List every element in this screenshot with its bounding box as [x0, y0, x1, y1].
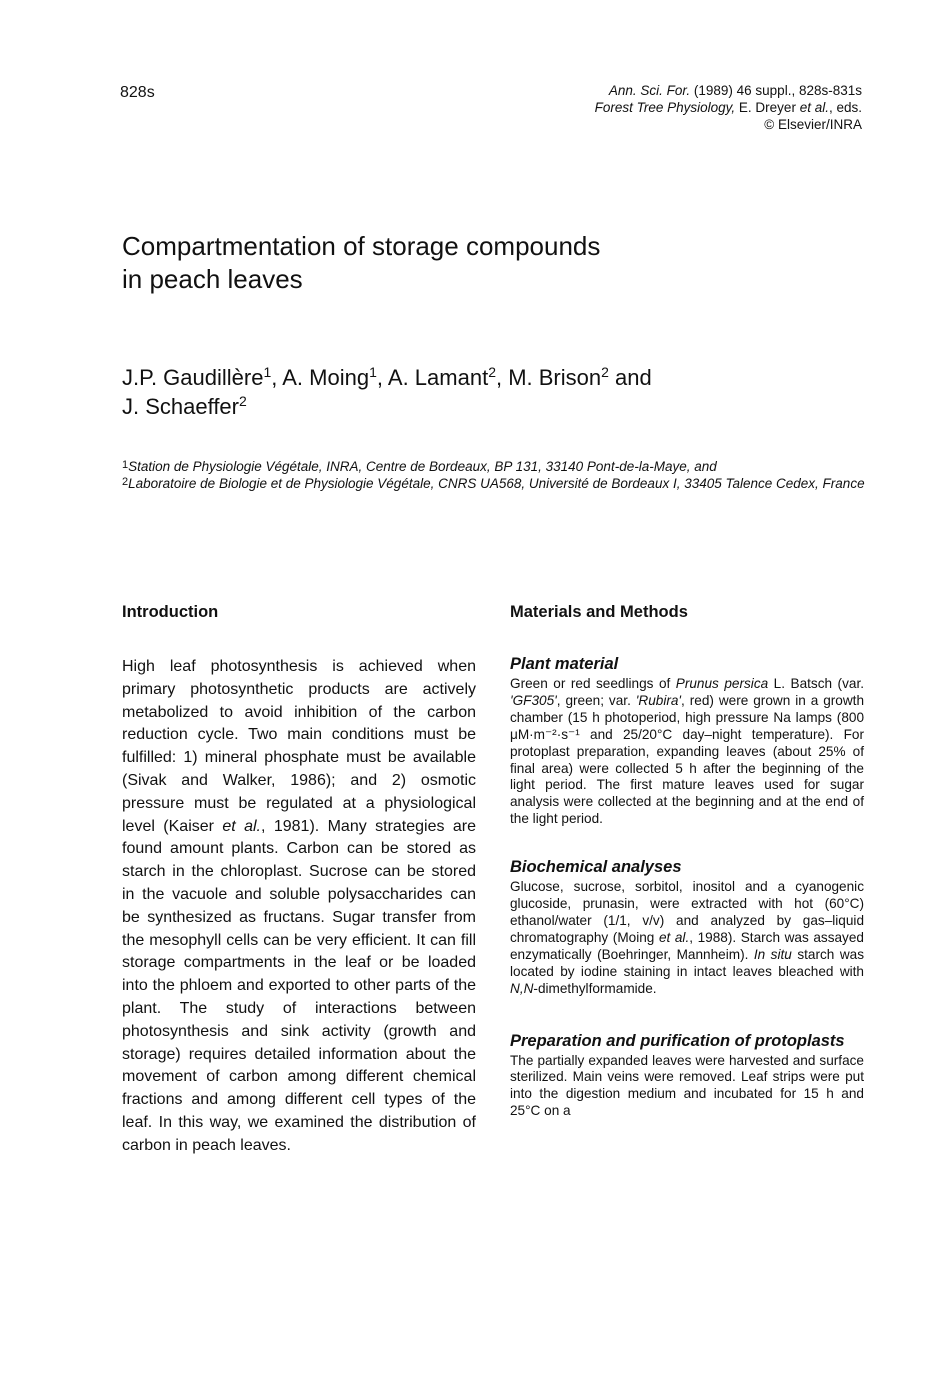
plant-material-body — [510, 676, 864, 828]
author-5-affiliation-mark: 2 — [239, 393, 247, 409]
affiliation-1 — [122, 458, 868, 475]
author-list — [122, 363, 652, 421]
right-column — [510, 603, 864, 1120]
biochemical-analyses-section — [510, 858, 864, 997]
protoplast-heading: Preparation and purification of protoplasts — [510, 1031, 845, 1050]
affiliations — [122, 458, 868, 492]
author-conjunction: and — [608, 365, 652, 390]
journal-line-2 — [595, 99, 862, 116]
editors-etal: et al. — [799, 100, 829, 115]
affiliation-1-mark: 1 — [122, 459, 129, 471]
author-3-affiliation-mark: 2 — [488, 364, 496, 380]
author-1: J.P. Gaudillère — [122, 365, 264, 390]
journal-volume: (1989) 46 suppl., 828s-831s — [690, 83, 862, 98]
editors-tail: , eds. — [828, 100, 862, 115]
plant-text-2: L. Batsch (var. — [768, 676, 864, 691]
editors: E. Dreyer — [735, 100, 800, 115]
author-5: J. Schaeffer — [122, 394, 239, 419]
variety-2: 'Rubira' — [635, 692, 682, 708]
nn-prefix: N,N — [510, 980, 534, 996]
author-2-affiliation-mark: 1 — [369, 364, 377, 380]
article-title — [122, 230, 600, 296]
introduction-heading: Introduction — [122, 603, 219, 621]
plant-material-section — [510, 655, 864, 828]
author-4: , M. Brison — [495, 365, 602, 390]
book-title: Forest Tree Physiology, — [594, 100, 736, 115]
intro-etal: et al. — [222, 817, 262, 835]
biochem-text-2: , 1988). Starch was assayed enzymatically (Boehringer, Mannheim). — [510, 929, 864, 962]
in-situ: In situ — [753, 946, 792, 962]
article-title-line-2: in peach leaves — [122, 264, 303, 294]
plant-text-4: , red) were grown in a growth chamber (15 h photoperiod, high pressure Na lamps (800 μM·m⁻²·s⁻¹ and 25/20°C day–night temperature). For protoplast preparation, expanding leaves (about 25% of final area) were collected 5 h after the beginning of the light period. The first mature leaves used for sugar analysis were collected at the beginning and at the end of the light period. — [510, 692, 865, 827]
author-3: , A. Lamant — [376, 365, 489, 390]
affiliation-1-text: Station de Physiologie Végétale, INRA, Centre de Bordeaux, BP 131, 33140 Pont-de-la-Maye, and — [128, 459, 717, 474]
biochem-text-1: Glucose, sucrose, sorbitol, inositol and a cyanogenic glucoside, prunasin, were extracted with hot (60°C) ethanol/water (1/1, v/v) and analyzed by gas–liquid chromatography (Moing — [510, 879, 864, 945]
author-2: , A. Moing — [271, 365, 370, 390]
affiliation-2-mark: 2 — [122, 476, 129, 488]
publisher-line: © Elsevier/INRA — [764, 117, 862, 132]
page-number: 828s — [120, 84, 155, 101]
affiliation-2 — [122, 475, 868, 492]
biochem-etal: et al. — [658, 929, 690, 945]
protoplast-body: The partially expanded leaves were harvested and surface sterilized. Main veins were removed. Leaf strips were put into the digestion medium and incubated for 15 h and 25°C on a — [510, 1052, 864, 1119]
author-1-affiliation-mark: 1 — [263, 364, 272, 380]
intro-text-2: , 1981). Many strategies are found amount plants. Carbon can be stored as starch in the chloroplast. Sucrose can be stored in the vacuole and soluble polysaccharides can be synthesized as fructans. Sugar transfer from the mesophyll cells can be very efficient. It can fill storage compartments in the leaf or be loaded into the phloem and exported to other parts of the plant. The study of interactions between photosynthesis and sink activity (growth and storage) requires detailed information about the movement of carbon among different chemical fractions and among different cell types of the leaf. In this way, we examined the distribution of carbon in peach leaves. — [122, 817, 477, 1154]
biochemical-analyses-body — [510, 879, 864, 997]
introduction-body — [122, 656, 476, 1158]
journal-citation — [595, 82, 862, 133]
methods-heading: Materials and Methods — [510, 603, 688, 621]
plant-text-1: Green or red seedlings of — [510, 676, 676, 691]
intro-text-1: High leaf photosynthesis is achieved when primary photosynthetic products are actively metabolized to avoid inhibition of the carbon reduction cycle. Two main conditions must be fulfilled: 1) mineral phosphate must be available (Sivak and Walker, 1986); and 2) osmotic pressure must be regulated at a physiological level (Kaiser — [122, 658, 476, 835]
affiliation-2-text: Laboratoire de Biologie et de Physiologie Végétale, CNRS UA568, Université de Bordeaux I, 33405 Talence Cedex, France — [128, 476, 865, 491]
plant-text-3: , green; var. — [556, 692, 636, 708]
species-name: Prunus persica — [675, 676, 769, 691]
plant-material-heading: Plant material — [510, 655, 619, 673]
biochemical-analyses-heading: Biochemical analyses — [510, 858, 682, 877]
journal-name: Ann. Sci. For. — [608, 83, 691, 98]
article-title-line-1: Compartmentation of storage compounds — [122, 231, 601, 261]
protoplast-section — [510, 1032, 864, 1121]
author-4-affiliation-mark: 2 — [601, 364, 609, 380]
variety-1: 'GF305' — [510, 692, 557, 708]
biochem-text-4: -dimethylformamide. — [533, 980, 657, 996]
biochem-text-3: starch was located by iodine staining in intact leaves bleached with — [510, 946, 864, 979]
left-column — [122, 603, 476, 1174]
journal-line-1 — [595, 82, 862, 99]
